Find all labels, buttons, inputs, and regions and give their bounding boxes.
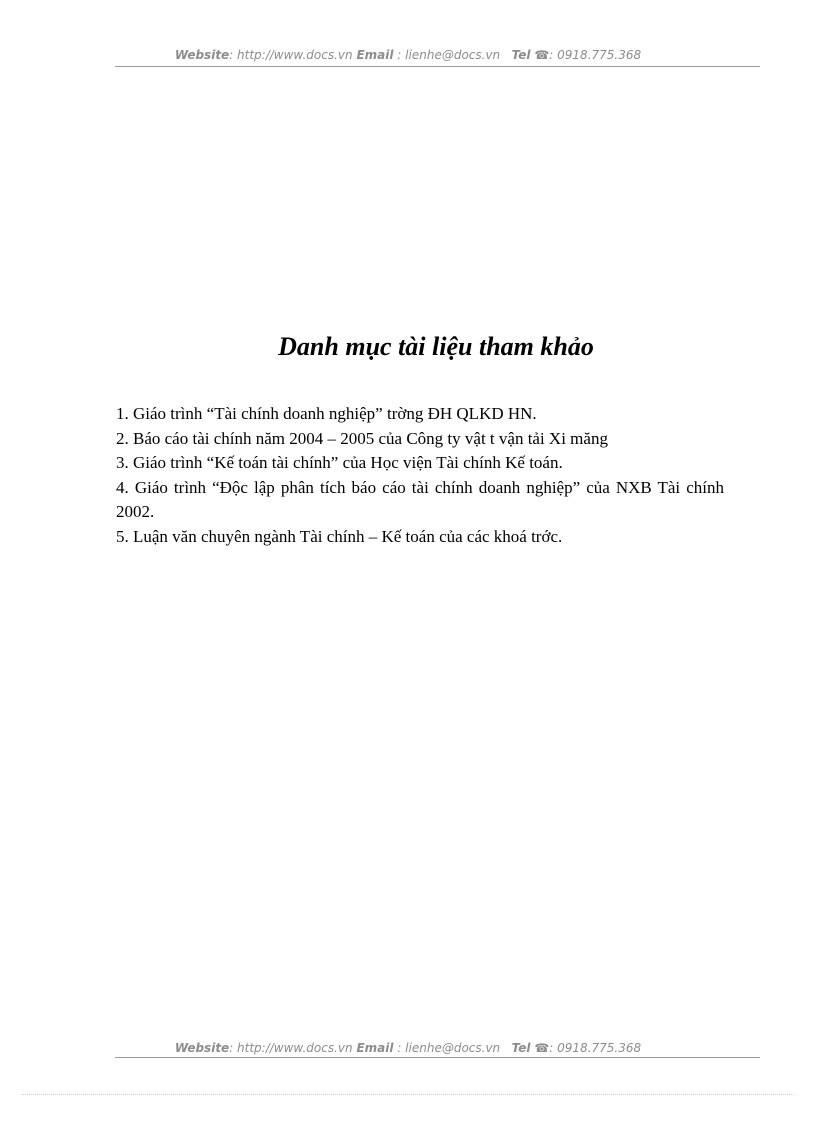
header-email-label: Email: [356, 48, 394, 62]
page-title: Danh mục tài liệu tham khảo: [278, 332, 594, 361]
footer-tel-value: : 0918.775.368: [549, 1041, 642, 1055]
header-tel-value: : 0918.775.368: [549, 48, 642, 62]
reference-item: 4. Giáo trình “Độc lập phân tích báo cáo tài chính doanh nghiệp” của NXB Tài chính 2002.: [116, 477, 724, 521]
reference-item: 1. Giáo trình “Tài chính doanh nghiệp” trờng ĐH QLKD HN.: [116, 404, 537, 423]
header-tel-label: Tel: [511, 48, 531, 62]
reference-item: 5. Luận văn chuyên ngành Tài chính – Kế toán của các khoá trớc.: [116, 526, 563, 546]
page-footer: [0, 1041, 816, 1055]
header-email-value: : lienhe@docs.vn: [397, 48, 501, 62]
footer-tel-label: Tel: [511, 1041, 531, 1055]
page-edge-divider: [22, 1094, 794, 1095]
page-header: [0, 48, 816, 62]
footer-website-label: Website: [174, 1041, 230, 1055]
reference-item: 2. Báo cáo tài chính năm 2004 – 2005 của Công ty vật t vận tải Xi măng: [116, 428, 608, 448]
phone-icon: ☎: [534, 48, 550, 62]
header-divider: [115, 66, 760, 67]
reference-item: 3. Giáo trình “Kế toán tài chính” của Học viện Tài chính Kế toán.: [116, 453, 563, 472]
header-website-value: : http://www.docs.vn: [229, 48, 353, 62]
footer-divider: [115, 1057, 760, 1058]
phone-icon: ☎: [534, 1041, 550, 1055]
footer-email-label: Email: [356, 1041, 394, 1055]
reference-list: [116, 402, 724, 549]
header-website-label: Website: [174, 48, 230, 62]
footer-website-value: : http://www.docs.vn: [229, 1041, 353, 1055]
footer-email-value: : lienhe@docs.vn: [397, 1041, 501, 1055]
